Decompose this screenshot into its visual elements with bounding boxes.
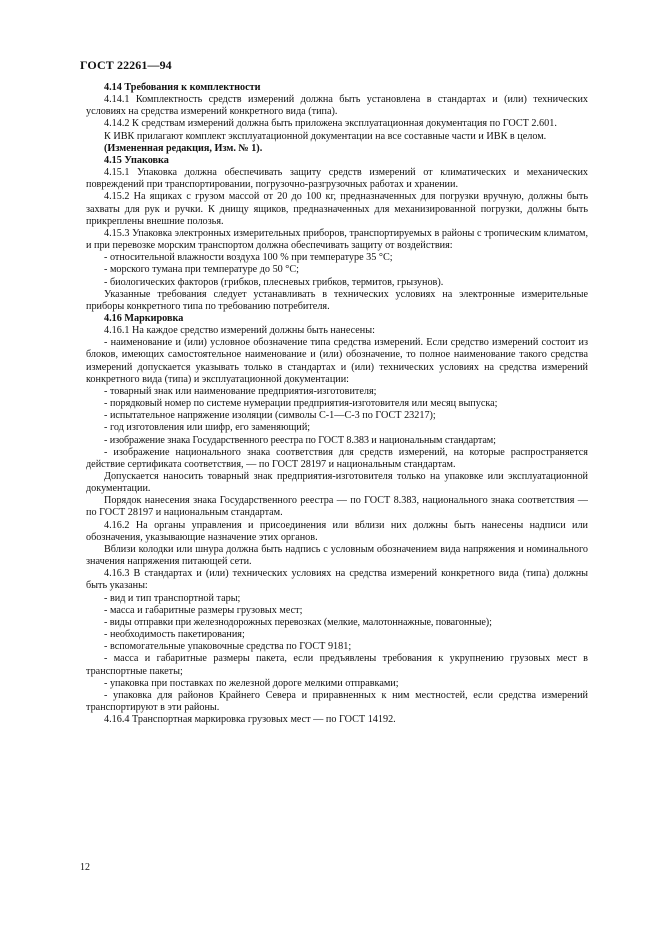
amendment-note: (Измененная редакция, Изм. № 1). <box>104 142 263 154</box>
paragraph: 4.15.1 Упаковка должна обеспечивать защиту средств измерений от климатических и механических повреждений при транспортировании, погрузочно-разгрузочных работах и хранении. <box>86 167 588 191</box>
paragraph: 4.15.2 На ящиках с грузом массой от 20 до 100 кг, предназначенных для погрузки вручную, должны быть захваты для рук и ручки. К днищу ящиков, предназначенных для механизированной погрузки, должны быть прикреплены внешние полозья. <box>86 191 588 227</box>
list-item: - морского тумана при температуре до 50 °С; <box>104 264 300 276</box>
list-item: - виды отправки при железнодорожных перевозках (мелкие, малотоннажные, повагонные); <box>104 616 492 628</box>
paragraph: 4.15.3 Упаковка электронных измерительных приборов, транспортируемых в районы с тропическим климатом, и при перевозке морским транспортом должна обеспечивать защиту от воздействия: <box>86 227 588 252</box>
document-header: ГОСТ 22261—94 <box>80 58 172 72</box>
section-heading-4-16: 4.16 Маркировка <box>104 312 184 324</box>
list-item: - масса и габаритные размеры грузовых мест; <box>104 604 303 616</box>
list-item: - необходимость пакетирования; <box>104 629 245 641</box>
list-item: - вспомогательные упаковочные средства по ГОСТ 9181; <box>104 641 352 653</box>
list-item: - биологических факторов (грибков, плесневых грибков, термитов, грызунов). <box>104 276 444 288</box>
paragraph: 4.16.4 Транспортная маркировка грузовых мест — по ГОСТ 14192. <box>104 714 396 726</box>
section-heading-4-15: 4.15 Упаковка <box>104 154 169 166</box>
list-item: - товарный знак или наименование предприятия-изготовителя; <box>104 385 377 397</box>
document-body <box>86 82 588 726</box>
paragraph: 4.14.2 К средствам измерений должна быть приложена эксплуатационная документация по ГОСТ 2.601. <box>104 118 557 130</box>
page-number: 12 <box>80 862 90 873</box>
paragraph: Вблизи колодки или шнура должна быть надпись с условным обозначением вида напряжения и номинального значения напряжения питающей сети. <box>86 543 588 568</box>
list-item: - изображение знака Государственного реестра по ГОСТ 8.383 и национальным стандартам; <box>104 434 496 446</box>
list-item: - упаковка для районов Крайнего Севера и приравненных к ним местностей, если средства измерений транспортируют в эти районы. <box>86 689 588 713</box>
list-item: - вид и тип транспортной тары; <box>104 592 241 604</box>
paragraph: 4.16.3 В стандартах и (или) технических условиях на средства измерений конкретного вида (типа) должны быть указаны: <box>86 568 588 592</box>
paragraph: 4.14.1 Комплектность средств измерений должна быть установлена в стандартах и (или) технических условиях на средства измерений конкретного вида (типа). <box>86 94 588 118</box>
paragraph: К ИВК прилагают комплект эксплуатационной документации на все составные части и ИВК в целом. <box>104 130 547 142</box>
list-item: - изображение национального знака соответствия для средств измерений, на которые распространяется действие сертификата соответствия, — по ГОСТ 28197 и национальным стандартам. <box>86 446 588 470</box>
list-item: - масса и габаритные размеры пакета, если предъявлены требования к укрупнению грузовых мест в транспортные пакеты; <box>86 653 588 677</box>
paragraph: 4.16.2 На органы управления и присоединения или вблизи них должны быть нанесены надписи или обозначения, указывающие назначение этих органов. <box>86 519 588 543</box>
list-item: - испытательное напряжение изоляции (символы С-1—С-3 по ГОСТ 23217); <box>104 410 436 422</box>
list-item: - наименование и (или) условное обозначение типа средства измерений. Если средство измерений состоит из блоков, имеющих самостоятельное наименование и (или) обозначение, то полное наименование такого средства измерений допускается указывать только в стандартах и (или) технических условиях на средства измерений конкретного вида (типа) и эксплуатационной документации: <box>86 337 588 385</box>
paragraph: Допускается наносить товарный знак предприятия-изготовителя только на упаковке или эксплуатационной документации. <box>86 471 588 495</box>
list-item: - упаковка при поставках по железной дороге мелкими отправками; <box>104 677 399 689</box>
paragraph: 4.16.1 На каждое средство измерений должны быть нанесены: <box>104 325 375 337</box>
section-heading-4-14: 4.14 Требования к комплектности <box>104 82 261 93</box>
paragraph: Указанные требования следует устанавливать в технических условиях на электронные измерительные приборы конкретного типа по требованию потребителя. <box>86 288 588 312</box>
paragraph: Порядок нанесения знака Государственного реестра — по ГОСТ 8.383, национального знака соответствия — по ГОСТ 28197 и национальным стандартам. <box>86 495 588 519</box>
list-item: - порядковый номер по системе нумерации предприятия-изготовителя или месяц выпуска; <box>104 398 498 410</box>
list-item: - относительной влажности воздуха 100 % при температуре 35 °С; <box>104 252 393 264</box>
list-item: - год изготовления или шифр, его заменяющий; <box>104 422 311 434</box>
